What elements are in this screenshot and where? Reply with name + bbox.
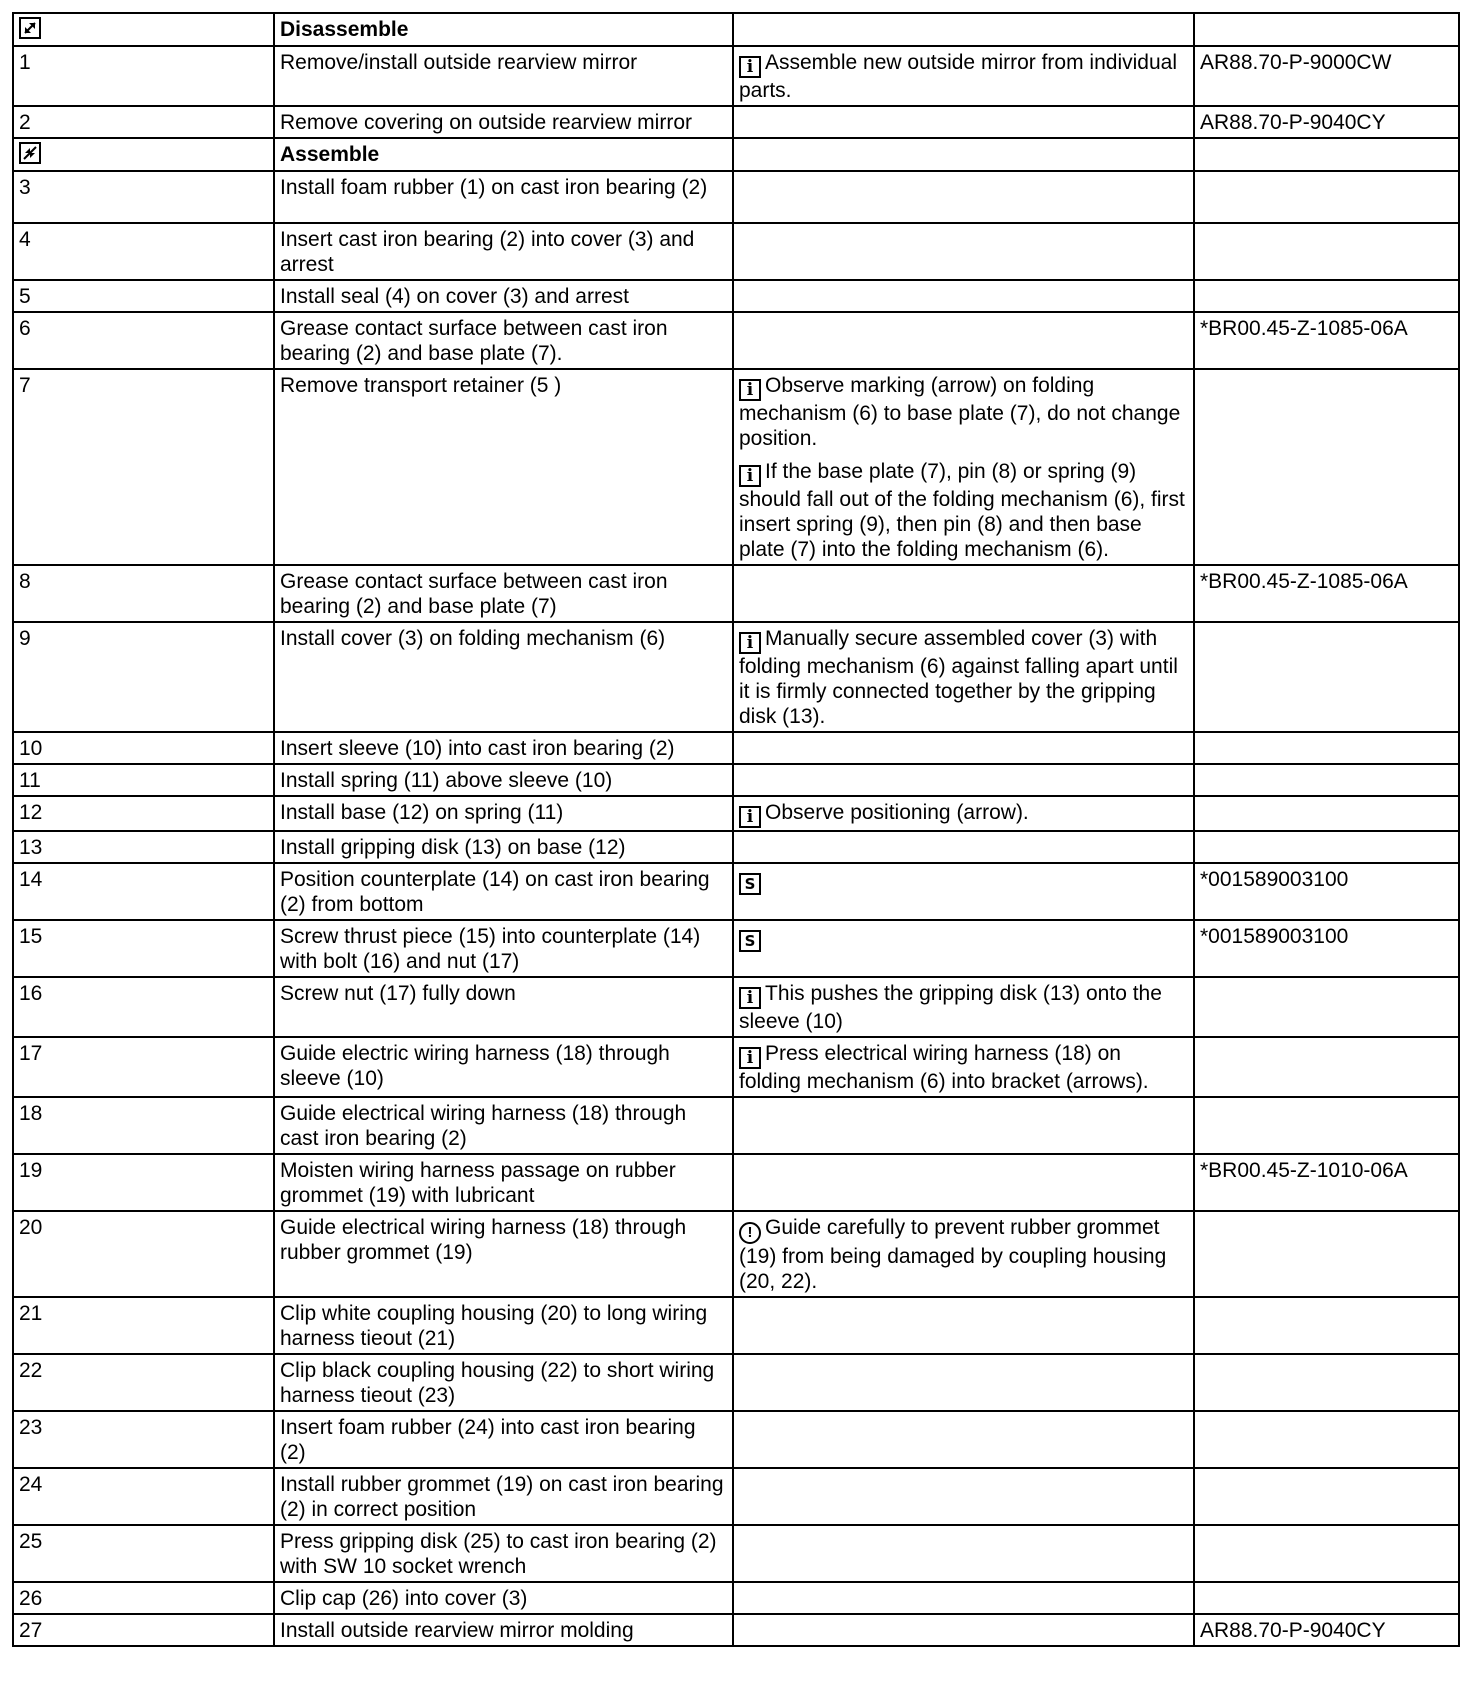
step-number: 20 — [13, 1211, 274, 1297]
notes-cell — [733, 138, 1194, 171]
notes-cell — [733, 796, 1194, 831]
step-action: Press gripping disk (25) to cast iron bearing (2) with SW 10 socket wrench — [274, 1525, 733, 1582]
reference-code: *001589003100 — [1200, 868, 1349, 891]
info-icon: i — [739, 632, 761, 654]
step-action: Install foam rubber (1) on cast iron bearing (2) — [274, 171, 733, 223]
step-action: Install outside rearview mirror molding — [274, 1614, 733, 1646]
notes-cell — [733, 223, 1194, 280]
special-tool-icon: S — [739, 873, 761, 895]
reference-cell — [1194, 863, 1459, 920]
step-number: 3 — [13, 171, 274, 223]
step-number: 24 — [13, 1468, 274, 1525]
info-icon: i — [739, 987, 761, 1009]
step-action: Insert cast iron bearing (2) into cover (3) and arrest — [274, 223, 733, 280]
reference-cell — [1194, 796, 1459, 831]
notes-cell — [733, 1297, 1194, 1354]
step-action: Insert sleeve (10) into cast iron bearing (2) — [274, 732, 733, 764]
info-icon: i — [739, 379, 761, 401]
step-number: 11 — [13, 764, 274, 796]
table-row — [13, 831, 1459, 863]
reference-cell — [1194, 1297, 1459, 1354]
table-row — [13, 1614, 1459, 1646]
step-action: Clip cap (26) into cover (3) — [274, 1582, 733, 1614]
table-row — [13, 280, 1459, 312]
step-number: 7 — [13, 369, 274, 565]
step-number: 8 — [13, 565, 274, 622]
reference-cell — [1194, 138, 1459, 171]
notes-cell — [733, 1525, 1194, 1582]
reference-code: AR88.70-P-9040CY — [1200, 1619, 1386, 1642]
notes-cell — [733, 1354, 1194, 1411]
step-number: 25 — [13, 1525, 274, 1582]
table-row — [13, 1211, 1459, 1297]
step-number: 5 — [13, 280, 274, 312]
note-text: Press electrical wiring harness (18) on folding mechanism (6) into bracket (arrows). — [739, 1042, 1149, 1093]
step-action: Install cover (3) on folding mechanism (6) — [274, 622, 733, 732]
table-row — [13, 1154, 1459, 1211]
table-row — [13, 1354, 1459, 1411]
note-paragraph — [739, 1041, 1188, 1094]
info-icon: i — [739, 465, 761, 487]
step-action: Moisten wiring harness passage on rubber grommet (19) with lubricant — [274, 1154, 733, 1211]
step-action: Grease contact surface between cast iron bearing (2) and base plate (7) — [274, 565, 733, 622]
notes-cell — [733, 1211, 1194, 1297]
notes-cell — [733, 622, 1194, 732]
notes-cell — [733, 1097, 1194, 1154]
step-action: Install base (12) on spring (11) — [274, 796, 733, 831]
step-number: 22 — [13, 1354, 274, 1411]
reference-cell — [1194, 223, 1459, 280]
table-row — [13, 1097, 1459, 1154]
table-row — [13, 1037, 1459, 1097]
section-row-assemble — [13, 138, 1459, 171]
note-paragraph — [739, 50, 1188, 103]
notes-cell — [733, 13, 1194, 46]
section-icon-cell — [13, 138, 274, 171]
step-action: Insert foam rubber (24) into cast iron bearing (2) — [274, 1411, 733, 1468]
step-number: 14 — [13, 863, 274, 920]
reference-cell — [1194, 280, 1459, 312]
note-text: Observe marking (arrow) on folding mechanism (6) to base plate (7), do not change position. — [739, 374, 1181, 450]
notes-cell — [733, 312, 1194, 369]
step-number: 18 — [13, 1097, 274, 1154]
table-row — [13, 565, 1459, 622]
reference-cell — [1194, 171, 1459, 223]
reference-code: AR88.70-P-9040CY — [1200, 111, 1386, 134]
step-number: 23 — [13, 1411, 274, 1468]
notes-cell — [733, 863, 1194, 920]
step-action: Install seal (4) on cover (3) and arrest — [274, 280, 733, 312]
notes-cell — [733, 1582, 1194, 1614]
table-row — [13, 863, 1459, 920]
reference-cell — [1194, 622, 1459, 732]
step-action: Screw nut (17) fully down — [274, 977, 733, 1037]
reference-cell — [1194, 1211, 1459, 1297]
reference-cell — [1194, 920, 1459, 977]
table-row — [13, 1582, 1459, 1614]
step-number: 26 — [13, 1582, 274, 1614]
table-row — [13, 223, 1459, 280]
step-action: Clip black coupling housing (22) to short wiring harness tieout (23) — [274, 1354, 733, 1411]
reference-cell — [1194, 13, 1459, 46]
notes-cell — [733, 732, 1194, 764]
step-number: 12 — [13, 796, 274, 831]
table-row — [13, 1411, 1459, 1468]
step-action: Guide electrical wiring harness (18) through rubber grommet (19) — [274, 1211, 733, 1297]
step-number: 16 — [13, 977, 274, 1037]
notes-cell — [733, 565, 1194, 622]
step-action: Remove covering on outside rearview mirror — [274, 106, 733, 138]
reference-cell — [1194, 1154, 1459, 1211]
step-action: Position counterplate (14) on cast iron bearing (2) from bottom — [274, 863, 733, 920]
notes-cell — [733, 920, 1194, 977]
reference-cell — [1194, 369, 1459, 565]
procedure-table-body — [13, 13, 1459, 1646]
reference-cell — [1194, 732, 1459, 764]
notes-cell — [733, 106, 1194, 138]
step-action: Install spring (11) above sleeve (10) — [274, 764, 733, 796]
reference-cell — [1194, 977, 1459, 1037]
step-action: Guide electric wiring harness (18) through sleeve (10) — [274, 1037, 733, 1097]
step-number: 1 — [13, 46, 274, 106]
reference-cell — [1194, 1097, 1459, 1154]
reference-cell — [1194, 1582, 1459, 1614]
step-action: Remove/install outside rearview mirror — [274, 46, 733, 106]
reference-cell — [1194, 46, 1459, 106]
note-paragraph — [739, 1215, 1188, 1294]
reference-code: *BR00.45-Z-1085-06A — [1200, 317, 1408, 340]
step-action: Install rubber grommet (19) on cast iron bearing (2) in correct position — [274, 1468, 733, 1525]
table-row — [13, 796, 1459, 831]
note-text: Assemble new outside mirror from individual parts. — [739, 51, 1177, 102]
note-text: This pushes the gripping disk (13) onto the sleeve (10) — [739, 982, 1162, 1033]
step-number: 19 — [13, 1154, 274, 1211]
section-icon-cell — [13, 13, 274, 46]
notes-cell — [733, 369, 1194, 565]
note-paragraph — [739, 981, 1188, 1034]
step-number: 6 — [13, 312, 274, 369]
info-icon: i — [739, 806, 761, 828]
step-number: 15 — [13, 920, 274, 977]
procedure-table — [12, 12, 1460, 1647]
step-number: 9 — [13, 622, 274, 732]
step-number: 10 — [13, 732, 274, 764]
table-row — [13, 369, 1459, 565]
step-action: Grease contact surface between cast iron bearing (2) and base plate (7). — [274, 312, 733, 369]
reference-code: *BR00.45-Z-1010-06A — [1200, 1159, 1408, 1182]
note-paragraph — [739, 459, 1188, 562]
notes-cell — [733, 831, 1194, 863]
notes-cell — [733, 977, 1194, 1037]
note-text: If the base plate (7), pin (8) or spring (9) should fall out of the folding mechanism (6), first insert spring (9), then pin (8) and then base plate (7) into the folding mechanism (6). — [739, 460, 1185, 561]
notes-cell — [733, 1411, 1194, 1468]
reference-cell — [1194, 106, 1459, 138]
table-row — [13, 171, 1459, 223]
note-paragraph — [739, 373, 1188, 451]
step-number: 21 — [13, 1297, 274, 1354]
reference-cell — [1194, 1411, 1459, 1468]
step-action: Install gripping disk (13) on base (12) — [274, 831, 733, 863]
notes-cell — [733, 764, 1194, 796]
table-row — [13, 920, 1459, 977]
table-row — [13, 106, 1459, 138]
reference-cell — [1194, 1614, 1459, 1646]
note-text: Guide carefully to prevent rubber grommet (19) from being damaged by coupling housing (20, 22). — [739, 1216, 1167, 1293]
reference-cell — [1194, 831, 1459, 863]
table-row — [13, 312, 1459, 369]
reference-code: AR88.70-P-9000CW — [1200, 51, 1392, 74]
reference-cell — [1194, 312, 1459, 369]
reference-cell — [1194, 565, 1459, 622]
notes-cell — [733, 46, 1194, 106]
notes-cell — [733, 171, 1194, 223]
table-row — [13, 764, 1459, 796]
section-title-disassemble: Disassemble — [274, 13, 733, 46]
note-paragraph — [739, 626, 1188, 729]
info-icon: i — [739, 56, 761, 78]
reference-cell — [1194, 764, 1459, 796]
step-action: Guide electrical wiring harness (18) through cast iron bearing (2) — [274, 1097, 733, 1154]
notes-cell — [733, 280, 1194, 312]
notes-cell — [733, 1468, 1194, 1525]
note-paragraph — [739, 800, 1188, 828]
section-row-disassemble — [13, 13, 1459, 46]
note-text: Observe positioning (arrow). — [765, 801, 1029, 824]
reference-code: *BR00.45-Z-1085-06A — [1200, 570, 1408, 593]
table-row — [13, 622, 1459, 732]
step-action: Clip white coupling housing (20) to long wiring harness tieout (21) — [274, 1297, 733, 1354]
notes-cell — [733, 1614, 1194, 1646]
step-action: Remove transport retainer (5 ) — [274, 369, 733, 565]
step-number: 4 — [13, 223, 274, 280]
caution-icon: ! — [739, 1222, 761, 1244]
table-row — [13, 1297, 1459, 1354]
table-row — [13, 977, 1459, 1037]
reference-cell — [1194, 1037, 1459, 1097]
step-action: Screw thrust piece (15) into counterplate (14) with bolt (16) and nut (17) — [274, 920, 733, 977]
step-number: 17 — [13, 1037, 274, 1097]
note-text: Manually secure assembled cover (3) with folding mechanism (6) against falling apart until it is firmly connected together by the gripping disk (13). — [739, 627, 1178, 728]
table-row — [13, 1525, 1459, 1582]
reference-code: *001589003100 — [1200, 925, 1349, 948]
step-number: 2 — [13, 106, 274, 138]
section-title-assemble: Assemble — [274, 138, 733, 171]
special-tool-icon: S — [739, 930, 761, 952]
step-number: 27 — [13, 1614, 274, 1646]
reference-cell — [1194, 1525, 1459, 1582]
collapse-arrow-icon — [19, 142, 41, 164]
reference-cell — [1194, 1354, 1459, 1411]
expand-arrow-icon — [19, 17, 41, 39]
notes-cell — [733, 1154, 1194, 1211]
table-row — [13, 46, 1459, 106]
info-icon: i — [739, 1047, 761, 1069]
table-row — [13, 1468, 1459, 1525]
notes-cell — [733, 1037, 1194, 1097]
reference-cell — [1194, 1468, 1459, 1525]
table-row — [13, 732, 1459, 764]
step-number: 13 — [13, 831, 274, 863]
